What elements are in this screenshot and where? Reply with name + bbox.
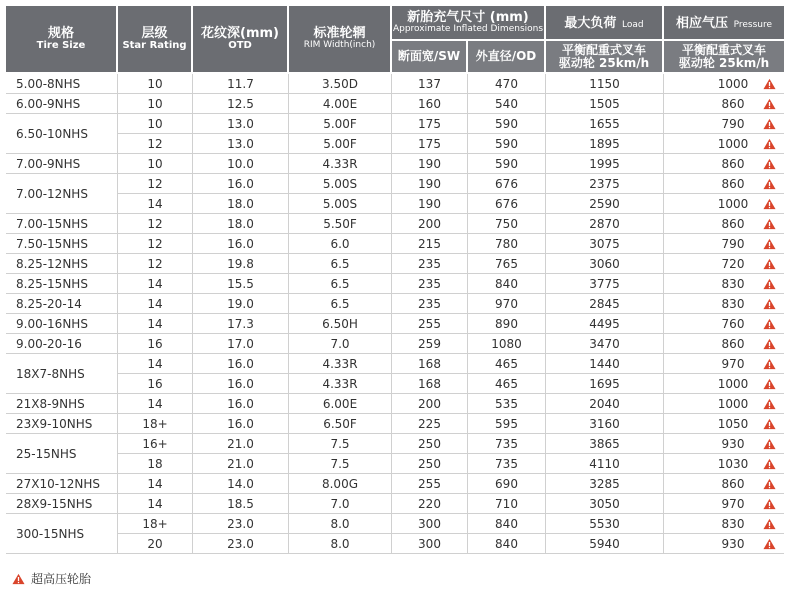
- cell-rim: 8.0: [289, 534, 392, 554]
- cell-sw: 300: [392, 534, 468, 554]
- cell-tire-size: 27X10-12NHS: [6, 474, 118, 494]
- cell-otd: 16.0: [193, 174, 289, 194]
- cell-tire-size: 6.50-10NHS: [6, 114, 118, 154]
- cell-load: 2375: [546, 174, 664, 194]
- cell-rim: 5.50F: [289, 214, 392, 234]
- pressure-value: 1000: [717, 376, 749, 391]
- cell-rim: 7.0: [289, 494, 392, 514]
- table-row: [6, 174, 784, 194]
- warning-triangle-icon: [763, 538, 776, 550]
- cell-otd: 16.0: [193, 234, 289, 254]
- pressure-value: 970: [721, 356, 745, 371]
- cell-star: 14: [118, 474, 193, 494]
- cell-pressure: [664, 174, 784, 194]
- cell-pressure: [664, 454, 784, 474]
- cell-sw: 160: [392, 94, 468, 114]
- cell-otd: 12.5: [193, 94, 289, 114]
- cell-rim: 6.5: [289, 274, 392, 294]
- cell-star: 18+: [118, 414, 193, 434]
- pressure-value: 930: [721, 536, 745, 551]
- cell-star: 16+: [118, 434, 193, 454]
- cell-sw: 190: [392, 194, 468, 214]
- header-pressure-condition: [664, 41, 784, 74]
- cell-pressure: [664, 74, 784, 94]
- cell-od: 465: [468, 374, 546, 394]
- warning-triangle-icon: [763, 138, 776, 150]
- cell-od: 590: [468, 154, 546, 174]
- pressure-value: 1000: [717, 396, 749, 411]
- table-row: [6, 154, 784, 174]
- cell-load: 3075: [546, 234, 664, 254]
- cell-rim: 7.5: [289, 454, 392, 474]
- cell-rim: 3.50D: [289, 74, 392, 94]
- warning-triangle-icon: [763, 298, 776, 310]
- header-star-rating-en: Star Rating: [122, 39, 187, 51]
- cell-rim: 5.00S: [289, 194, 392, 214]
- cell-od: 676: [468, 194, 546, 214]
- cell-otd: 17.3: [193, 314, 289, 334]
- table-row: [6, 314, 784, 334]
- header-rim-width: [289, 6, 392, 74]
- cell-load: 2845: [546, 294, 664, 314]
- cell-tire-size: 28X9-15NHS: [6, 494, 118, 514]
- header-tire-size-en: Tire Size: [36, 39, 86, 51]
- cell-pressure: [664, 194, 784, 214]
- table-row: [6, 374, 784, 394]
- cell-od: 840: [468, 274, 546, 294]
- cell-rim: 6.50H: [289, 314, 392, 334]
- cell-tire-size: 7.50-15NHS: [6, 234, 118, 254]
- cell-pressure: [664, 474, 784, 494]
- header-load-condition-line1: 平衡配重式叉车: [561, 42, 646, 57]
- cell-star: 16: [118, 374, 193, 394]
- cell-otd: 19.8: [193, 254, 289, 274]
- header-load-condition: [546, 41, 664, 74]
- table-row: [6, 194, 784, 214]
- cell-load: 5940: [546, 534, 664, 554]
- cell-sw: 175: [392, 134, 468, 154]
- cell-pressure: [664, 514, 784, 534]
- cell-star: 14: [118, 354, 193, 374]
- cell-sw: 255: [392, 474, 468, 494]
- cell-star: 16: [118, 334, 193, 354]
- cell-star: 12: [118, 234, 193, 254]
- cell-load: 3470: [546, 334, 664, 354]
- cell-load: 1655: [546, 114, 664, 134]
- cell-od: 1080: [468, 334, 546, 354]
- cell-otd: 13.0: [193, 134, 289, 154]
- header-load: [546, 6, 664, 41]
- cell-pressure: [664, 354, 784, 374]
- cell-rim: 5.00S: [289, 174, 392, 194]
- table-body: [6, 74, 784, 554]
- cell-star: 14: [118, 194, 193, 214]
- pressure-value: 1030: [717, 456, 749, 471]
- cell-pressure: [664, 234, 784, 254]
- cell-od: 710: [468, 494, 546, 514]
- pressure-value: 790: [721, 236, 745, 251]
- cell-tire-size: 21X8-9NHS: [6, 394, 118, 414]
- pressure-value: 760: [721, 316, 745, 331]
- cell-star: 14: [118, 274, 193, 294]
- header-otd-cn: 花纹深(mm): [201, 25, 279, 41]
- cell-sw: 190: [392, 154, 468, 174]
- cell-star: 14: [118, 394, 193, 414]
- cell-sw: 255: [392, 314, 468, 334]
- cell-sw: 220: [392, 494, 468, 514]
- pressure-value: 1000: [717, 196, 749, 211]
- cell-otd: 21.0: [193, 434, 289, 454]
- cell-rim: 6.5: [289, 254, 392, 274]
- warning-triangle-icon: [763, 238, 776, 250]
- cell-sw: 235: [392, 274, 468, 294]
- pressure-value: 970: [721, 496, 745, 511]
- cell-load: 1995: [546, 154, 664, 174]
- cell-load: 4495: [546, 314, 664, 334]
- cell-rim: 4.33R: [289, 354, 392, 374]
- tire-spec-table: [6, 6, 784, 554]
- pressure-value: 830: [721, 276, 745, 291]
- cell-tire-size: 23X9-10NHS: [6, 414, 118, 434]
- cell-rim: 8.0: [289, 514, 392, 534]
- cell-pressure: [664, 274, 784, 294]
- cell-star: 14: [118, 314, 193, 334]
- warning-triangle-icon: [763, 358, 776, 370]
- cell-pressure: [664, 114, 784, 134]
- cell-star: 10: [118, 74, 193, 94]
- cell-od: 540: [468, 94, 546, 114]
- cell-otd: 19.0: [193, 294, 289, 314]
- cell-otd: 16.0: [193, 354, 289, 374]
- table-row: [6, 514, 784, 534]
- header-otd: [193, 6, 289, 74]
- header-pressure-cn: 相应气压: [675, 16, 728, 32]
- cell-load: 1150: [546, 74, 664, 94]
- cell-pressure: [664, 434, 784, 454]
- cell-rim: 4.33R: [289, 154, 392, 174]
- cell-load: 2590: [546, 194, 664, 214]
- cell-pressure: [664, 134, 784, 154]
- cell-pressure: [664, 294, 784, 314]
- cell-pressure: [664, 254, 784, 274]
- header-otd-en: OTD: [228, 39, 252, 51]
- header-inflated-dimensions: [392, 6, 546, 41]
- pressure-value: 1000: [717, 76, 749, 91]
- table-row: [6, 334, 784, 354]
- cell-sw: 215: [392, 234, 468, 254]
- cell-star: 12: [118, 214, 193, 234]
- warning-triangle-icon: [763, 398, 776, 410]
- cell-rim: 5.00F: [289, 134, 392, 154]
- cell-sw: 200: [392, 214, 468, 234]
- cell-star: 10: [118, 114, 193, 134]
- header-rim-width-en: RIM Width(inch): [303, 40, 376, 51]
- cell-od: 470: [468, 74, 546, 94]
- cell-tire-size: 8.25-20-14: [6, 294, 118, 314]
- table-row: [6, 494, 784, 514]
- cell-otd: 17.0: [193, 334, 289, 354]
- cell-load: 2870: [546, 214, 664, 234]
- pressure-value: 860: [721, 336, 745, 351]
- pressure-value: 860: [721, 156, 745, 171]
- pressure-value: 860: [721, 476, 745, 491]
- cell-od: 750: [468, 214, 546, 234]
- cell-load: 3285: [546, 474, 664, 494]
- cell-sw: 235: [392, 254, 468, 274]
- table-row: [6, 114, 784, 134]
- header-tire-size-cn: 规格: [47, 25, 74, 41]
- cell-rim: 6.0: [289, 234, 392, 254]
- warning-triangle-icon: [763, 318, 776, 330]
- cell-otd: 14.0: [193, 474, 289, 494]
- cell-sw: 250: [392, 434, 468, 454]
- cell-tire-size: 9.00-20-16: [6, 334, 118, 354]
- cell-tire-size: 8.25-15NHS: [6, 274, 118, 294]
- cell-star: 18: [118, 454, 193, 474]
- cell-pressure: [664, 94, 784, 114]
- cell-load: 1695: [546, 374, 664, 394]
- warning-triangle-icon: [763, 478, 776, 490]
- warning-triangle-icon: [763, 378, 776, 390]
- warning-triangle-icon: [763, 278, 776, 290]
- warning-triangle-icon: [763, 198, 776, 210]
- cell-od: 690: [468, 474, 546, 494]
- warning-triangle-icon: [763, 438, 776, 450]
- pressure-value: 860: [721, 216, 745, 231]
- header-od: 外直径/OD: [468, 41, 546, 74]
- legend-label: 超高压轮胎: [31, 572, 92, 586]
- cell-sw: 168: [392, 374, 468, 394]
- cell-tire-size: 7.00-9NHS: [6, 154, 118, 174]
- warning-triangle-icon: [763, 498, 776, 510]
- table-row: [6, 254, 784, 274]
- cell-star: 12: [118, 174, 193, 194]
- pressure-value: 790: [721, 116, 745, 131]
- header-rim-width-cn: 标准轮辋: [313, 26, 366, 42]
- cell-star: 20: [118, 534, 193, 554]
- cell-otd: 16.0: [193, 414, 289, 434]
- table-row: [6, 94, 784, 114]
- table-row: [6, 454, 784, 474]
- cell-tire-size: 5.00-8NHS: [6, 74, 118, 94]
- cell-load: 2040: [546, 394, 664, 414]
- cell-sw: 137: [392, 74, 468, 94]
- cell-sw: 200: [392, 394, 468, 414]
- header-tire-size: [6, 6, 118, 74]
- cell-otd: 16.0: [193, 374, 289, 394]
- cell-tire-size: 7.00-12NHS: [6, 174, 118, 214]
- cell-otd: 18.0: [193, 214, 289, 234]
- header-star-rating-cn: 层级: [141, 25, 168, 41]
- cell-load: 3865: [546, 434, 664, 454]
- warning-triangle-icon: [763, 418, 776, 430]
- cell-star: 14: [118, 294, 193, 314]
- cell-otd: 16.0: [193, 394, 289, 414]
- table-row: [6, 534, 784, 554]
- cell-tire-size: 25-15NHS: [6, 434, 118, 474]
- cell-sw: 259: [392, 334, 468, 354]
- warning-triangle-icon: [12, 573, 25, 585]
- warning-triangle-icon: [763, 458, 776, 470]
- cell-od: 535: [468, 394, 546, 414]
- cell-otd: 23.0: [193, 514, 289, 534]
- cell-rim: 4.33R: [289, 374, 392, 394]
- cell-od: 735: [468, 434, 546, 454]
- warning-triangle-icon: [763, 518, 776, 530]
- cell-load: 3060: [546, 254, 664, 274]
- warning-triangle-icon: [763, 218, 776, 230]
- header-load-cn: 最大负荷: [564, 16, 617, 32]
- table-row: [6, 414, 784, 434]
- pressure-value: 1000: [717, 136, 749, 151]
- cell-od: 590: [468, 134, 546, 154]
- cell-sw: 250: [392, 454, 468, 474]
- cell-star: 10: [118, 94, 193, 114]
- table-row: [6, 434, 784, 454]
- header-load-condition-line2: 驱动轮 25km/h: [558, 55, 650, 70]
- cell-sw: 168: [392, 354, 468, 374]
- pressure-value: 860: [721, 176, 745, 191]
- header-pressure-en: Pressure: [733, 20, 773, 31]
- header-pressure-condition-line2: 驱动轮 25km/h: [678, 55, 770, 70]
- cell-pressure: [664, 314, 784, 334]
- cell-load: 4110: [546, 454, 664, 474]
- table-row: [6, 214, 784, 234]
- cell-pressure: [664, 414, 784, 434]
- warning-triangle-icon: [763, 258, 776, 270]
- cell-rim: 6.00E: [289, 394, 392, 414]
- cell-sw: 235: [392, 294, 468, 314]
- cell-rim: 5.00F: [289, 114, 392, 134]
- cell-pressure: [664, 374, 784, 394]
- table-row: [6, 354, 784, 374]
- cell-tire-size: 7.00-15NHS: [6, 214, 118, 234]
- cell-otd: 11.7: [193, 74, 289, 94]
- cell-otd: 15.5: [193, 274, 289, 294]
- cell-star: 12: [118, 134, 193, 154]
- header-pressure-condition-line1: 平衡配重式叉车: [681, 42, 766, 57]
- cell-otd: 23.0: [193, 534, 289, 554]
- cell-star: 18+: [118, 514, 193, 534]
- pressure-value: 930: [721, 436, 745, 451]
- cell-tire-size: 300-15NHS: [6, 514, 118, 554]
- spec-table-container: [6, 6, 784, 554]
- cell-rim: 6.5: [289, 294, 392, 314]
- cell-pressure: [664, 534, 784, 554]
- header-load-en: Load: [622, 20, 644, 31]
- cell-od: 840: [468, 534, 546, 554]
- cell-od: 590: [468, 114, 546, 134]
- legend: [12, 570, 91, 587]
- cell-otd: 10.0: [193, 154, 289, 174]
- cell-pressure: [664, 394, 784, 414]
- cell-rim: 4.00E: [289, 94, 392, 114]
- cell-od: 780: [468, 234, 546, 254]
- cell-pressure: [664, 494, 784, 514]
- cell-rim: 7.0: [289, 334, 392, 354]
- cell-od: 890: [468, 314, 546, 334]
- cell-rim: 7.5: [289, 434, 392, 454]
- cell-star: 10: [118, 154, 193, 174]
- cell-tire-size: 9.00-16NHS: [6, 314, 118, 334]
- warning-triangle-icon: [763, 158, 776, 170]
- cell-load: 5530: [546, 514, 664, 534]
- table-row: [6, 474, 784, 494]
- header-star-rating: [118, 6, 193, 74]
- header-inflated-dimensions-cn: 新胎充气尺寸 (mm): [407, 9, 529, 25]
- cell-od: 735: [468, 454, 546, 474]
- cell-tire-size: 6.00-9NHS: [6, 94, 118, 114]
- cell-load: 1505: [546, 94, 664, 114]
- cell-load: 3050: [546, 494, 664, 514]
- table-row: [6, 294, 784, 314]
- pressure-value: 1050: [717, 416, 749, 431]
- cell-od: 840: [468, 514, 546, 534]
- table-row: [6, 274, 784, 294]
- pressure-value: 720: [721, 256, 745, 271]
- warning-triangle-icon: [763, 98, 776, 110]
- cell-rim: 6.50F: [289, 414, 392, 434]
- header-sw: 断面宽/SW: [392, 41, 468, 74]
- cell-star: 14: [118, 494, 193, 514]
- table-row: [6, 134, 784, 154]
- cell-sw: 190: [392, 174, 468, 194]
- cell-sw: 175: [392, 114, 468, 134]
- cell-sw: 225: [392, 414, 468, 434]
- cell-sw: 300: [392, 514, 468, 534]
- cell-od: 765: [468, 254, 546, 274]
- warning-triangle-icon: [763, 118, 776, 130]
- cell-od: 465: [468, 354, 546, 374]
- cell-pressure: [664, 214, 784, 234]
- warning-triangle-icon: [763, 78, 776, 90]
- cell-load: 1895: [546, 134, 664, 154]
- cell-star: 12: [118, 254, 193, 274]
- cell-tire-size: 18X7-8NHS: [6, 354, 118, 394]
- warning-triangle-icon: [763, 338, 776, 350]
- warning-triangle-icon: [763, 178, 776, 190]
- cell-od: 676: [468, 174, 546, 194]
- pressure-value: 830: [721, 296, 745, 311]
- cell-rim: 8.00G: [289, 474, 392, 494]
- cell-od: 595: [468, 414, 546, 434]
- cell-otd: 18.5: [193, 494, 289, 514]
- table-row: [6, 234, 784, 254]
- cell-otd: 21.0: [193, 454, 289, 474]
- cell-load: 1440: [546, 354, 664, 374]
- pressure-value: 860: [721, 96, 745, 111]
- cell-otd: 18.0: [193, 194, 289, 214]
- table-row: [6, 394, 784, 414]
- table-row: [6, 74, 784, 94]
- cell-od: 970: [468, 294, 546, 314]
- cell-otd: 13.0: [193, 114, 289, 134]
- cell-pressure: [664, 154, 784, 174]
- cell-pressure: [664, 334, 784, 354]
- header-pressure: [664, 6, 784, 41]
- header-inflated-dimensions-en: Approximate Inflated Dimensions: [392, 23, 544, 34]
- cell-load: 3160: [546, 414, 664, 434]
- pressure-value: 830: [721, 516, 745, 531]
- cell-tire-size: 8.25-12NHS: [6, 254, 118, 274]
- cell-load: 3775: [546, 274, 664, 294]
